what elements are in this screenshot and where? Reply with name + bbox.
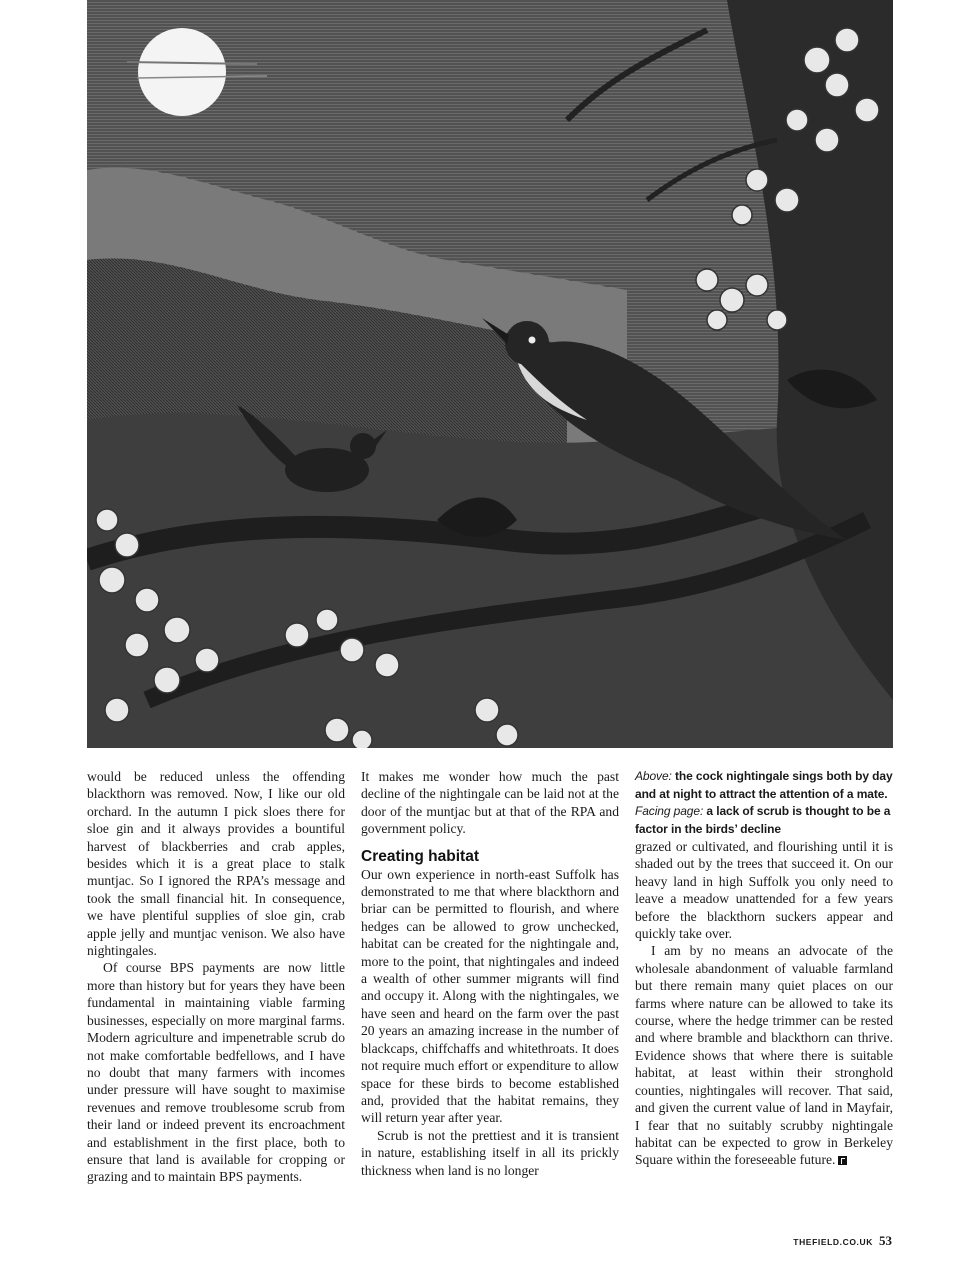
engraving-artwork (87, 0, 893, 748)
caption-label: Above: (635, 769, 672, 783)
paragraph: would be reduced unless the offending blackthorn was removed. Now, I like our old orchard. In the autumn I pick sloes there for sloe gin and it always provides a bountiful harvest of blackberries and crab apples, besides which it is a great place to stalk muntjac. So I ignored the RPA’s message and took the small financial hit. In consequence, we have plentiful supplies of sloe gin, crab apple jelly and muntjac venison. We also have nightingales. (87, 769, 345, 959)
end-of-article-icon (838, 1156, 847, 1165)
paragraph: grazed or cultivated, and flourishing until it is shaded out by the trees that succeed it. On our heavy land in high Suffolk you only need to leave a meadow unattended for a few years before the blackthorn suckers appear and quickly take over. (635, 839, 893, 942)
image-caption (635, 768, 893, 838)
paragraph: Our own experience in north-east Suffolk has demonstrated to me that where blackthorn and briar can be permitted to flourish, and where hedges can be allowed to grow unchecked, habitat can be created for the nightingale and, more to the point, that nightingales and indeed a wealth of other summer migrants will find and occupy it. Along with the nightingales, we have seen and heard on the farm over the past 20 years an amazing increase in the number of blackcaps, chiffchaffs and whitethroats. It does not require much effort or expenditure to allow space for these birds to become established and, provided that the habitat remains, they will return year after year. (361, 866, 619, 1126)
paragraph: Scrub is not the prettiest and it is transient in nature, establishing itself in all its prickly thickness when land is no longer (361, 1127, 619, 1178)
page-number: 53 (879, 1233, 892, 1248)
section-subheading: Creating habitat (361, 847, 479, 865)
column-3 (635, 768, 893, 1169)
paragraph: It makes me wonder how much the past decline of the nightingale can be laid not at the door of the muntjac but at that of the RPA and government policy. (361, 769, 619, 837)
caption-label: Facing page: (635, 804, 704, 818)
page-footer (793, 1233, 892, 1249)
caption-text: a lack of scrub is thought to be a factor in the birds’ decline (635, 804, 891, 836)
moon (138, 28, 226, 116)
paragraph-text: I am by no means an advocate of the wholesale abandonment of valuable farmland but there remain many quiet places on our farms where nature can be allowed to take its course, where the hedge trimmer can be rested and where bramble and blackthorn can thrive. Evidence shows that where there is suitable habitat, at least within their stronghold counties, nightingales will recover. That said, and given the current value of land in Mayfair, I fear that no suitably scrubby nightingale habitat can be expected to grow in Berkeley Square within the foreseeable future. (635, 943, 893, 1168)
nightingale-engraving (87, 0, 893, 748)
website-url: THEFIELD.CO.UK (793, 1237, 873, 1247)
paragraph: Of course BPS payments are now little more than history but for years they have been fundamental in maintaining viable farming businesses, especially on more marginal farms. Modern agriculture and impenetrable scrub do not make comfortable bedfellows, and I have no doubt that many farmers with incomes under pressure will have sought to maximise revenues and remove troublesome scrub from their land or indeed prevent its encroachment and establishment in the first place, both to ensure that land is available for cropping or grazing and to maintain BPS payments. (87, 960, 345, 1185)
column-2 (361, 768, 619, 1179)
paragraph (635, 942, 893, 1168)
column-1 (87, 768, 345, 1186)
caption-text: the cock nightingale sings both by day and at night to attract the attention of a mate. (635, 769, 893, 801)
